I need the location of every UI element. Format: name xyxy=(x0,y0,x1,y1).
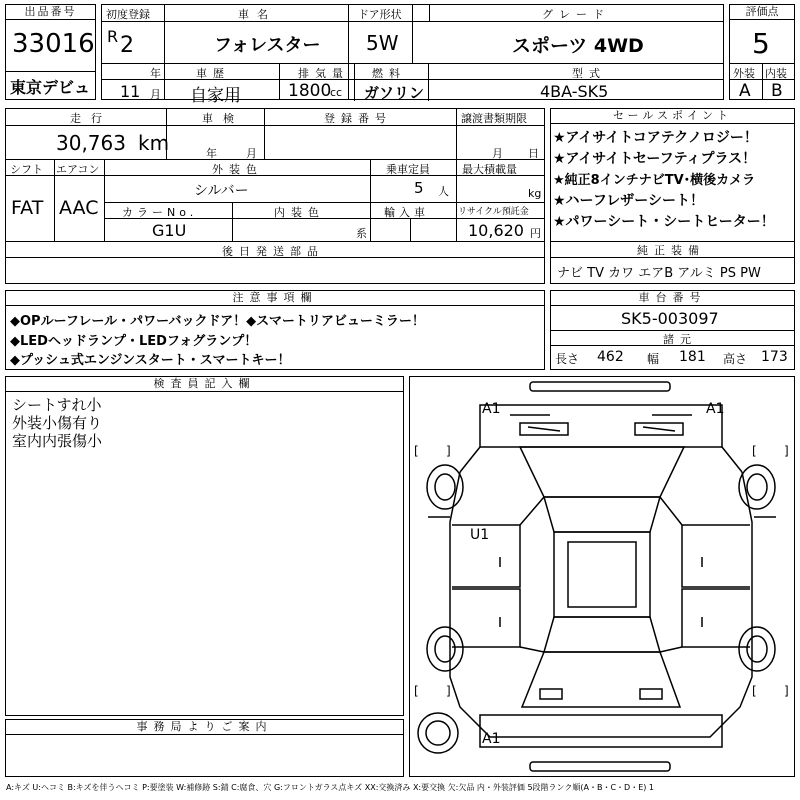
damage-legend: A:キズ U:ヘコミ B:キズを伴うヘコミ P:要塗装 W:補修跡 S:錆 C:腐食、穴 G:フロントガラス点キズ XX:交換済み X:要交換 欠:欠品 内・外装評価 5段階ランク順(A・B・C・D・E) 1 xyxy=(6,783,655,792)
load-unit: kg xyxy=(528,187,542,200)
reg-month: 11 xyxy=(120,82,141,101)
chassis-label: 車台番号 xyxy=(551,291,794,306)
note-item: ◆プッシュ式エンジンスタート・スマートキー！ xyxy=(10,353,291,368)
exterior-grade: A xyxy=(739,81,751,101)
capacity-label: 乗車定員 xyxy=(386,163,430,176)
svg-text:[: [ xyxy=(414,684,419,698)
svg-text:[: [ xyxy=(752,444,757,458)
sales-point-item: ★パワーシート・シートヒーター！ xyxy=(553,214,775,230)
displacement-label: 排気量 xyxy=(298,67,349,80)
score: 5 xyxy=(752,27,770,60)
grade: スポーツ 4WD xyxy=(512,35,644,57)
svg-text:[: [ xyxy=(414,444,419,458)
door-label: ドア形状 xyxy=(358,8,402,21)
svg-text:]: ] xyxy=(784,684,789,698)
model-code-label: 型式 xyxy=(572,67,606,80)
sales-points-label: セールスポイント xyxy=(551,109,794,124)
capacity: 5 xyxy=(414,179,424,197)
mark-rear: A1 xyxy=(482,731,501,747)
mileage: 30,763 xyxy=(56,131,126,155)
sales-point-item: ★アイサイトコアテクノロジー！ xyxy=(553,130,758,146)
interior-grade: B xyxy=(771,81,783,101)
svg-text:[: [ xyxy=(752,684,757,698)
transfer-label: 譲渡書類期限 xyxy=(461,112,527,125)
equipment-items: ナビ TV カワ エアB アルミ PS PW xyxy=(557,266,761,281)
fuel-label: 燃料 xyxy=(372,67,406,80)
month-unit: 月 xyxy=(150,88,161,101)
height: 173 xyxy=(761,349,788,365)
load-label: 最大積載量 xyxy=(462,163,517,176)
note-item: ◆OPルーフレール・パワーバックドア！◆スマートリアビューミラー！ xyxy=(10,314,425,329)
reg-year: 2 xyxy=(120,33,134,58)
mark-left-door: U1 xyxy=(470,527,490,543)
later-parts-label: 後日発送部品 xyxy=(222,245,324,258)
chassis-box xyxy=(550,290,795,370)
car-body-diagram xyxy=(410,377,794,776)
transfer-month-unit: 月 xyxy=(492,147,503,160)
mark-front-left: A1 xyxy=(482,401,501,417)
mileage-label: 走行 xyxy=(70,112,112,125)
displacement: 1800 xyxy=(288,81,332,101)
notes-box xyxy=(5,290,545,370)
interior-label: 内装 xyxy=(765,67,787,80)
registration-box xyxy=(101,4,724,106)
inspector-note: シートすれ小 xyxy=(12,396,102,414)
note-item: ◆LEDヘッドランプ・LEDフォグランプ！ xyxy=(10,334,258,349)
car-name: フォレスター xyxy=(214,35,321,56)
inspection-label: 車検 xyxy=(202,112,244,125)
model-code: 4BA-SK5 xyxy=(540,82,609,101)
office-box xyxy=(5,719,404,777)
inspector-label: 検査員記入欄 xyxy=(6,377,403,392)
ac-label: エアコン xyxy=(56,163,100,176)
import-label: 輸入車 xyxy=(384,206,429,219)
displacement-unit: cc xyxy=(330,86,343,99)
transfer-day-unit: 日 xyxy=(528,147,539,160)
length: 462 xyxy=(597,349,624,365)
color-label: 外装色 xyxy=(212,163,263,176)
sales-point-item: ★純正8インチナビTV･横後カメラ xyxy=(553,173,756,188)
inspection-year-unit: 年 xyxy=(206,147,217,160)
exterior-color: シルバー xyxy=(194,183,249,199)
sales-point-item: ★アイサイトセーフティプラス！ xyxy=(553,151,757,167)
history-label: 車歴 xyxy=(196,67,230,80)
history: 自家用 xyxy=(190,86,241,106)
year-unit: 年 xyxy=(150,67,161,80)
svg-text:]: ] xyxy=(446,684,451,698)
shift: FAT xyxy=(11,197,44,219)
notes-label: 注意事項欄 xyxy=(6,291,544,306)
equipment-label: 純正装備 xyxy=(637,244,705,257)
era: R xyxy=(107,27,119,46)
mileage-unit: km xyxy=(138,131,170,155)
width: 181 xyxy=(679,349,706,365)
lot-number: 33016 xyxy=(12,29,95,59)
ac: AAC xyxy=(59,197,99,219)
score-label: 評価点 xyxy=(730,5,794,20)
inspection-month-unit: 月 xyxy=(246,147,257,160)
door-type: 5W xyxy=(366,31,399,55)
vehicle-detail-box xyxy=(5,108,545,284)
fuel: ガソリン xyxy=(364,84,425,102)
recycle-unit: 円 xyxy=(530,227,541,240)
car-name-label: 車名 xyxy=(238,8,276,21)
capacity-unit: 人 xyxy=(438,185,449,198)
shift-label: シフト xyxy=(10,163,43,176)
exterior-label: 外装 xyxy=(733,67,755,80)
height-label: 高さ xyxy=(723,352,748,366)
chassis-number: SK5-003097 xyxy=(621,309,719,328)
lot-number-box xyxy=(5,4,96,100)
first-reg-label: 初度登録 xyxy=(106,8,150,21)
int-color-unit: 系 xyxy=(356,227,367,240)
dims-label: 諸元 xyxy=(663,333,697,346)
lot-number-label: 出品番号 xyxy=(6,5,95,20)
svg-text:]: ] xyxy=(784,444,789,458)
grade-label: グレード xyxy=(542,8,610,21)
recycle-label: リサイクル預託金 xyxy=(458,207,529,217)
recycle-fee: 10,620 xyxy=(468,221,524,240)
length-label: 長さ xyxy=(555,352,580,366)
venue-name: 東京デビュ xyxy=(10,78,91,97)
office-label: 事務局よりご案内 xyxy=(6,720,403,735)
inspector-note: 外装小傷有り xyxy=(12,414,103,432)
color-no: G1U xyxy=(152,221,187,240)
score-box xyxy=(729,4,795,100)
sales-point-item: ★ハーフレザーシート！ xyxy=(553,193,705,209)
width-label: 幅 xyxy=(647,352,660,366)
sales-points-box xyxy=(550,108,795,284)
svg-text:]: ] xyxy=(446,444,451,458)
int-color-label: 内装色 xyxy=(274,206,325,219)
color-no-label: カラーNo. xyxy=(122,206,198,219)
reg-number-label: 登録番号 xyxy=(324,112,392,125)
inspector-note: 室内内張傷小 xyxy=(12,432,103,450)
inspector-box xyxy=(5,376,404,716)
mark-front-right: A1 xyxy=(706,401,725,417)
car-diagram xyxy=(409,376,795,777)
